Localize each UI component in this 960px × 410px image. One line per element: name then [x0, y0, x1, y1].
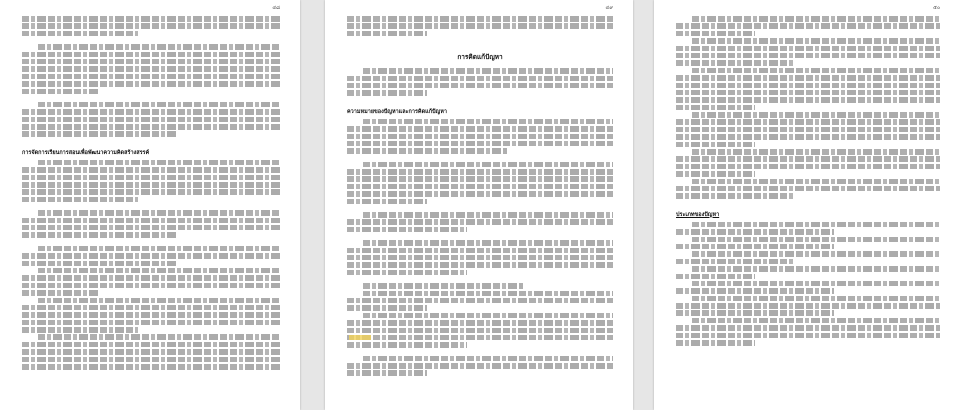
- list-item: [347, 313, 613, 348]
- paragraph: [347, 240, 613, 275]
- page-number: ๕๐: [933, 5, 940, 11]
- section-heading: ประเภทของปัญหา: [676, 211, 720, 218]
- paragraph: [22, 210, 280, 238]
- text-highlight: [349, 335, 371, 341]
- list-item: [22, 246, 280, 266]
- paragraph: [347, 212, 613, 232]
- paragraph: [22, 16, 280, 36]
- paragraph: [347, 16, 613, 36]
- page-number: ๔๙: [605, 5, 613, 11]
- paragraph: [676, 179, 940, 199]
- list-item: [676, 266, 940, 279]
- paragraph: [676, 149, 940, 177]
- list-item: [22, 298, 280, 333]
- paragraph: [22, 44, 280, 94]
- paragraph: [676, 112, 940, 147]
- document-page-3: [654, 0, 960, 410]
- chapter-heading: การคิดแก้ปัญหา: [457, 53, 503, 62]
- list-item: [676, 237, 940, 250]
- list-item: [22, 334, 280, 369]
- paragraph: [22, 160, 280, 202]
- document-page-2: [325, 0, 633, 410]
- list-item: [676, 318, 940, 346]
- paragraph: [347, 119, 613, 154]
- paragraph: [676, 222, 940, 235]
- list-item: [347, 283, 613, 311]
- section-heading: การจัดการเรียนการสอนเพื่อพัฒนาความคิดสร้างสรรค์: [22, 149, 150, 156]
- paragraph: [22, 102, 280, 137]
- paragraph: [676, 68, 940, 110]
- paragraph: [676, 16, 940, 36]
- paragraph: [347, 162, 613, 204]
- section-heading: ความหมายของปัญหาและการคิดแก้ปัญหา: [347, 108, 447, 115]
- paragraph: [676, 38, 940, 66]
- list-item: [676, 251, 940, 264]
- paragraph: [347, 356, 613, 376]
- page-number: ๔๘: [272, 5, 280, 11]
- paragraph: [347, 68, 613, 96]
- list-item: [676, 296, 940, 316]
- list-item: [22, 268, 280, 296]
- list-item: [676, 281, 940, 294]
- document-page-1: [0, 0, 300, 410]
